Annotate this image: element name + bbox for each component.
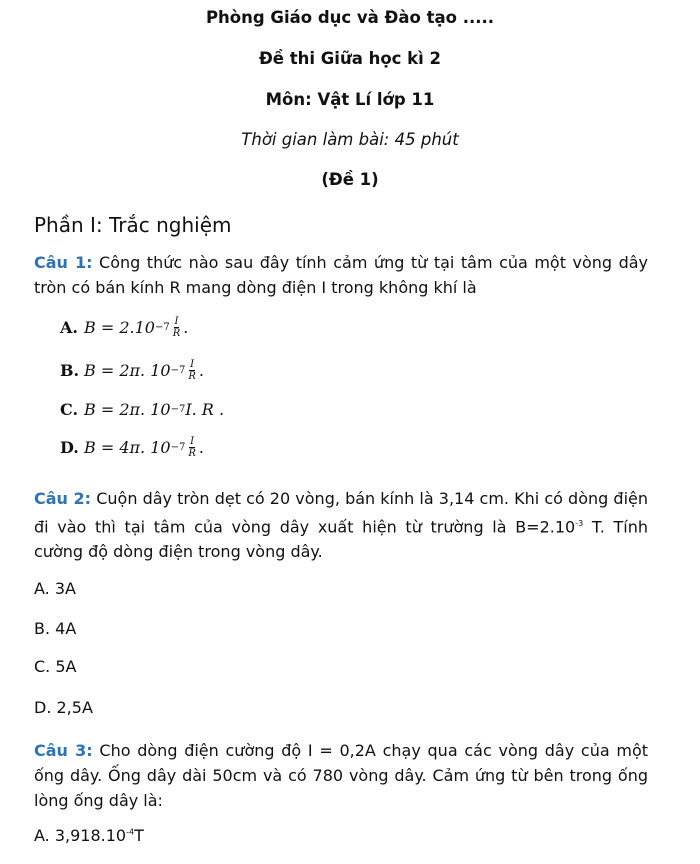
formula-lhs: B = 2π. 10 xyxy=(84,400,171,419)
formula-exponent: −7 xyxy=(170,442,186,453)
fraction-numerator: I xyxy=(190,359,195,370)
q3-option-a xyxy=(34,826,144,845)
question-1 xyxy=(34,250,648,300)
formula-exponent: −7 xyxy=(170,404,186,415)
fraction xyxy=(173,316,181,339)
formula-exponent: −7 xyxy=(170,365,186,376)
formula-tail: . xyxy=(198,361,204,380)
question-2 xyxy=(34,486,648,564)
q2-option-c: C. 5A xyxy=(34,657,77,676)
question-3-text: Cho dòng điện cường độ I = 0,2A chạy qua các vòng dây của một ống dây. Ống dây dài 50cm và có 780 vòng dây. Cảm ứng từ bên trong ống lòng ống dây là: xyxy=(34,741,649,810)
q2-option-a: A. 3A xyxy=(34,579,76,598)
fraction-denominator: R xyxy=(188,448,196,459)
department-heading: Phòng Giáo dục và Đào tạo ..... xyxy=(205,8,495,27)
question-3 xyxy=(34,738,648,813)
formula-lhs: B = 4π. 10 xyxy=(84,438,171,457)
fraction-numerator: I xyxy=(174,316,179,327)
exam-code: (Đề 1) xyxy=(321,170,379,189)
option-a-exponent: -4 xyxy=(126,827,135,837)
q1-option-a xyxy=(60,316,188,339)
option-letter: A. xyxy=(60,318,78,337)
option-a-base: A. 3,918.10 xyxy=(34,826,127,845)
q1-option-b xyxy=(60,359,204,382)
option-letter: D. xyxy=(60,438,79,457)
question-2-exponent: -3 xyxy=(575,519,584,528)
question-1-text: Công thức nào sau đây tính cảm ứng từ tại tâm của một vòng dây tròn có bán kính R mang dòng điện I trong không khí là xyxy=(34,253,649,297)
option-letter: C. xyxy=(60,400,79,419)
fraction-denominator: R xyxy=(188,371,196,382)
formula-tail: . xyxy=(198,438,204,457)
q2-option-b: B. 4A xyxy=(34,619,77,638)
q1-option-c xyxy=(60,400,224,419)
exam-title: Đề thi Giữa học kì 2 xyxy=(258,49,442,68)
formula-rest: I. R . xyxy=(185,400,225,419)
question-2-text-before: Cuộn dây tròn dẹt có 20 vòng, bán kính là 3,14 cm. Khi có dòng điện đi vào thì tại tâm của vòng dây xuất hiện từ trường là B=2.10 xyxy=(34,489,649,537)
fraction xyxy=(188,359,196,382)
q1-option-d xyxy=(60,436,204,459)
option-letter: B. xyxy=(60,361,80,380)
question-2-label: Câu 2: xyxy=(34,489,92,508)
subject-line: Môn: Vật Lí lớp 11 xyxy=(265,90,435,109)
question-1-label: Câu 1: xyxy=(34,253,93,272)
time-line: Thời gian làm bài: 45 phút xyxy=(241,130,459,149)
section-title: Phần I: Trắc nghiệm xyxy=(34,213,232,237)
option-a-unit: T xyxy=(134,826,144,845)
fraction-numerator: I xyxy=(190,436,195,447)
q2-option-d: D. 2,5A xyxy=(34,698,93,717)
question-2-text-after: T. Tính cường độ dòng điện trong vòng dây. xyxy=(34,517,648,562)
fraction xyxy=(188,436,196,459)
question-3-label: Câu 3: xyxy=(34,741,93,760)
formula-lhs: B = 2.10 xyxy=(84,318,155,337)
formula-exponent: −7 xyxy=(154,322,170,333)
formula-lhs: B = 2π. 10 xyxy=(84,361,171,380)
formula-tail: . xyxy=(183,318,189,337)
fraction-denominator: R xyxy=(172,328,181,339)
